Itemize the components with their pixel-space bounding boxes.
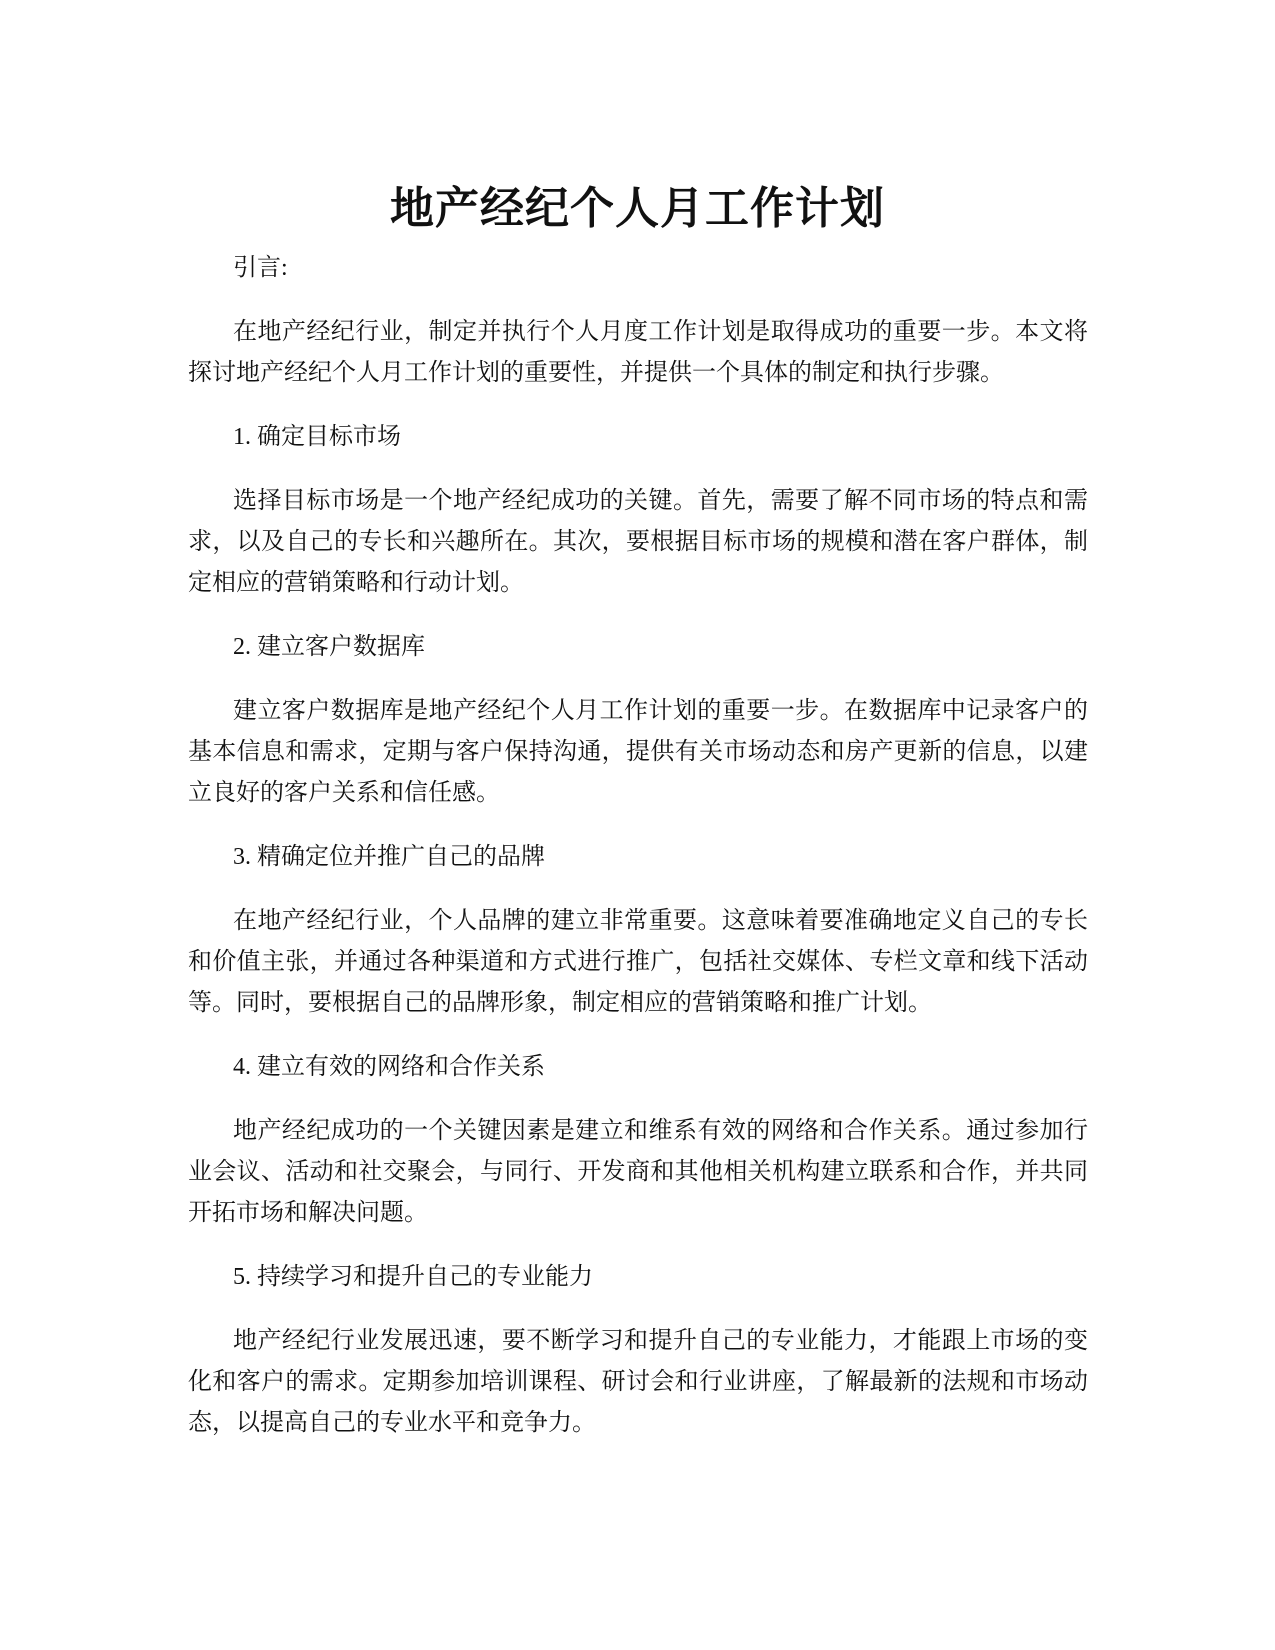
section-paragraph-5: 地产经纪行业发展迅速，要不断学习和提升自己的专业能力，才能跟上市场的变化和客户的需求。定期参加培训课程、研讨会和行业讲座，了解最新的法规和市场动态，以提高自己的专业水平和竞争力。 <box>188 1328 1088 1436</box>
document-title: 地产经纪个人月工作计划 <box>390 183 885 235</box>
section-heading-5: 5. 持续学习和提升自己的专业能力 <box>233 1264 593 1290</box>
section-paragraph-2: 建立客户数据库是地产经纪个人月工作计划的重要一步。在数据库中记录客户的基本信息和需求，定期与客户保持沟通，提供有关市场动态和房产更新的信息，以建立良好的客户关系和信任感。 <box>188 698 1088 806</box>
section-paragraph-1: 选择目标市场是一个地产经纪成功的关键。首先，需要了解不同市场的特点和需求，以及自己的专长和兴趣所在。其次，要根据目标市场的规模和潜在客户群体，制定相应的营销策略和行动计划。 <box>188 488 1088 596</box>
section-heading-3: 3. 精确定位并推广自己的品牌 <box>233 844 545 870</box>
document-body <box>188 248 1088 1467</box>
section-paragraph-4: 地产经纪成功的一个关键因素是建立和维系有效的网络和合作关系。通过参加行业会议、活动和社交聚会，与同行、开发商和其他相关机构建立联系和合作，并共同开拓市场和解决问题。 <box>188 1118 1088 1226</box>
section-heading-4: 4. 建立有效的网络和合作关系 <box>233 1054 545 1080</box>
section-paragraph-3: 在地产经纪行业，个人品牌的建立非常重要。这意味着要准确地定义自己的专长和价值主张，并通过各种渠道和方式进行推广，包括社交媒体、专栏文章和线下活动等。同时，要根据自己的品牌形象，制定相应的营销策略和推广计划。 <box>188 908 1088 1016</box>
section-heading-2: 2. 建立客户数据库 <box>233 634 425 660</box>
intro-paragraph: 在地产经纪行业，制定并执行个人月度工作计划是取得成功的重要一步。本文将探讨地产经纪个人月工作计划的重要性，并提供一个具体的制定和执行步骤。 <box>188 319 1088 386</box>
section-heading-1: 1. 确定目标市场 <box>233 424 401 450</box>
intro-label: 引言: <box>233 255 288 281</box>
